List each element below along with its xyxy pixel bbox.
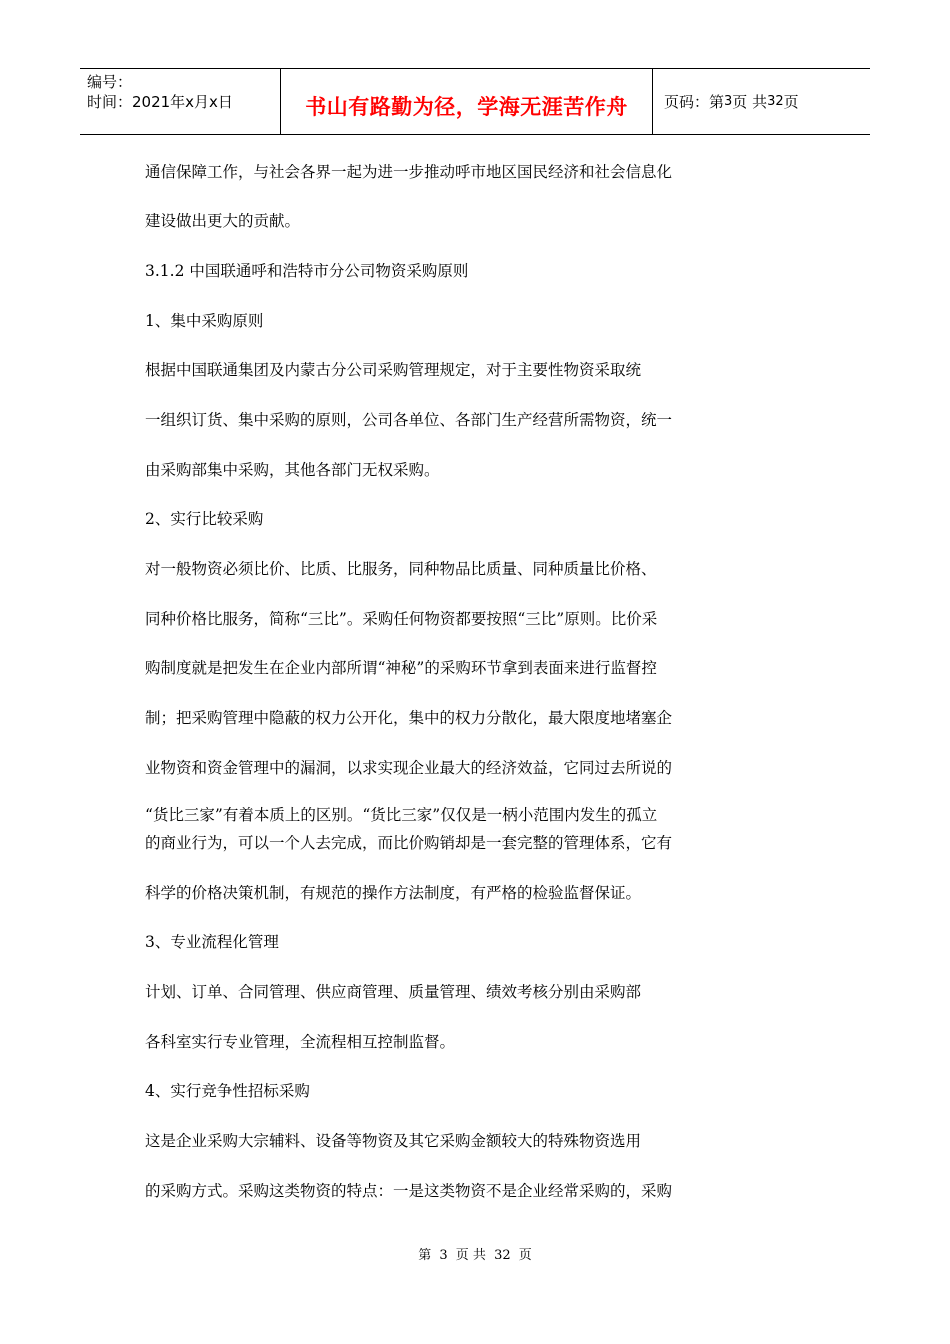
footer-page-mid: 页 共 — [455, 1248, 486, 1263]
body-line: 同种价格比服务，简称“三比”。采购任何物资都要按照“三比”原则。比价采 — [145, 610, 658, 628]
body-line: 通信保障工作，与社会各界一起为进一步推动呼市地区国民经济和社会信息化 — [145, 163, 673, 181]
page-footer — [0, 1247, 950, 1265]
header-page-indicator — [653, 69, 870, 134]
body-line: 计划、订单、合同管理、供应商管理、质量管理、绩效考核分别由采购部 — [145, 983, 642, 1001]
subsection-heading: 4、实行竞争性招标采购 — [145, 1082, 310, 1100]
body-line: 业物资和资金管理中的漏洞，以求实现企业最大的经济效益，它同过去所说的 — [145, 759, 673, 777]
body-line: 这是企业采购大宗辅料、设备等物资及其它采购金额较大的特殊物资选用 — [145, 1132, 642, 1150]
header-page-total: 32 — [767, 94, 784, 109]
body-line: 对一般物资必须比价、比质、比服务，同种物品比质量、同种质量比价格、 — [145, 560, 657, 578]
body-line: 科学的价格决策机制，有规范的操作方法制度，有严格的检验监督保证。 — [145, 884, 642, 902]
subsection-heading: 1、集中采购原则 — [145, 312, 264, 330]
document-date: 时间：2021年x月x日 — [87, 93, 233, 111]
header-page-prefix: 页码：第 — [664, 93, 725, 111]
body-line: 制；把采购管理中隐蔽的权力公开化，集中的权力分散化，最大限度地堵塞企 — [145, 709, 673, 727]
header-page-current: 3 — [724, 94, 733, 109]
header-page-mid: 页 共 — [732, 93, 768, 111]
footer-page-total: 32 — [494, 1248, 511, 1263]
footer-page-suffix: 页 — [518, 1248, 532, 1263]
body-line: 购制度就是把发生在企业内部所谓“神秘”的采购环节拿到表面来进行监督控 — [145, 659, 657, 677]
header-motto: 书山有路勤为径，学海无涯苦作舟 — [305, 94, 628, 119]
header-motto-cell — [281, 69, 653, 134]
document-number-label: 编号： — [87, 73, 133, 91]
header-meta — [80, 69, 281, 134]
section-heading: 3.1.2 中国联通呼和浩特市分公司物资采购原则 — [145, 262, 469, 280]
body-line: 一组织订货、集中采购的原则，公司各单位、各部门生产经营所需物资，统一 — [145, 411, 673, 429]
body-line: 的商业行为，可以一个人去完成，而比价购销却是一套完整的管理体系，它有 — [145, 834, 673, 852]
header-page-suffix: 页 — [783, 93, 799, 111]
subsection-heading: 3、专业流程化管理 — [145, 933, 279, 951]
body-line: 建设做出更大的贡献。 — [145, 212, 301, 230]
body-line: 由采购部集中采购，其他各部门无权采购。 — [145, 461, 440, 479]
body-line: 根据中国联通集团及内蒙古分公司采购管理规定，对于主要性物资采取统 — [145, 361, 642, 379]
body-line: 的采购方式。采购这类物资的特点：一是这类物资不是企业经常采购的，采购 — [145, 1182, 673, 1200]
footer-page-prefix: 第 — [418, 1248, 432, 1263]
subsection-heading: 2、实行比较采购 — [145, 510, 264, 528]
body-line: “货比三家”有着本质上的区别。“货比三家”仅仅是一柄小范围内发生的孤立 — [145, 806, 658, 824]
page-header — [80, 68, 870, 135]
footer-page-current: 3 — [439, 1248, 448, 1263]
body-line: 各科室实行专业管理，全流程相互控制监督。 — [145, 1033, 456, 1051]
